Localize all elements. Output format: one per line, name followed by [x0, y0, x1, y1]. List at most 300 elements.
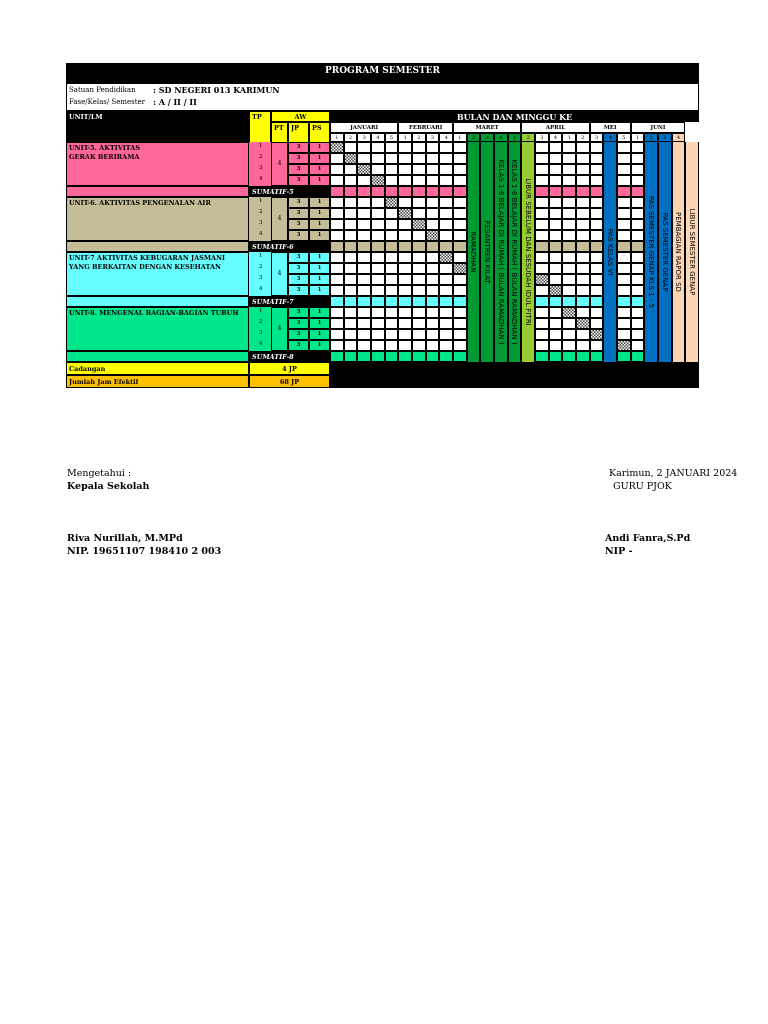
week-cell	[439, 219, 453, 230]
week-cell	[357, 285, 371, 296]
sumatif-week-cell	[576, 351, 590, 362]
special-column-label-holder	[508, 142, 522, 362]
week-number: 2	[348, 135, 353, 141]
tp-cell	[249, 263, 271, 274]
ps-value: 1	[317, 155, 322, 161]
week-cell	[371, 329, 385, 340]
week-cell	[426, 340, 440, 351]
calendar-header-label: BULAN DAN MINGGU KE	[456, 112, 573, 122]
tp-cell	[249, 252, 271, 263]
week-cell	[371, 285, 385, 296]
week-cell	[385, 274, 399, 285]
sumatif-label: SUMATIF-5	[252, 188, 294, 196]
sumatif-week-cell	[549, 241, 563, 252]
sumatif-6-row	[249, 241, 330, 252]
month-juni	[631, 122, 686, 133]
jp-cell	[288, 142, 309, 153]
identity-box	[66, 83, 699, 111]
active-week-cell	[344, 153, 358, 164]
page-title: PROGRAM SEMESTER	[324, 66, 441, 76]
pt-cell	[271, 307, 288, 351]
week-cell	[617, 208, 631, 219]
sumatif-week-cell	[453, 241, 467, 252]
ps-value: 1	[317, 331, 322, 337]
week-number-cell	[521, 133, 535, 142]
jp-header-label: JP	[291, 124, 299, 132]
unit-5-name	[66, 142, 249, 186]
week-cell	[617, 263, 631, 274]
sumatif-week-cell	[439, 186, 453, 197]
sumatif-week-cell	[371, 351, 385, 362]
week-cell	[535, 153, 549, 164]
week-cell	[412, 208, 426, 219]
week-number: 4	[676, 135, 681, 141]
week-cell	[549, 175, 563, 186]
week-cell	[412, 318, 426, 329]
sumatif-week-cell	[330, 186, 344, 197]
week-cell	[344, 142, 358, 153]
week-cell	[631, 285, 645, 296]
week-cell	[535, 197, 549, 208]
place-date: Karimun, 2 JANUARI 2024	[609, 468, 738, 479]
week-cell	[576, 208, 590, 219]
jp-cell	[288, 285, 309, 296]
special-column-label-holder	[494, 142, 508, 362]
week-cell	[562, 329, 576, 340]
footer-black-cell	[330, 375, 699, 388]
footer-value-cell	[249, 375, 330, 388]
week-cell	[412, 164, 426, 175]
week-cell	[439, 153, 453, 164]
sumatif-week-cell	[453, 296, 467, 307]
week-cell	[357, 219, 371, 230]
week-cell	[344, 329, 358, 340]
week-cell	[439, 285, 453, 296]
tp-cell	[249, 318, 271, 329]
week-cell	[357, 340, 371, 351]
week-cell	[535, 175, 549, 186]
week-cell	[631, 208, 645, 219]
week-cell	[385, 285, 399, 296]
unit-name: UNIT-6. AKTIVITAS PENGENALAN AIR	[69, 199, 211, 207]
week-number-cell	[617, 133, 631, 142]
sumatif-week-cell	[426, 351, 440, 362]
sumatif-week-cell	[453, 351, 467, 362]
week-cell	[590, 340, 604, 351]
satuan-label: Satuan Pendidikan	[69, 86, 136, 94]
guru-role: GURU PJOK	[613, 481, 672, 492]
week-cell	[562, 340, 576, 351]
week-cell	[590, 208, 604, 219]
unit-6-name	[66, 197, 249, 241]
week-cell	[330, 230, 344, 241]
week-cell	[426, 153, 440, 164]
week-cell	[576, 252, 590, 263]
week-number-cell	[385, 133, 399, 142]
week-cell	[562, 285, 576, 296]
week-number-cell	[508, 133, 522, 142]
program-semester-table	[66, 63, 699, 404]
footer-label-cell	[66, 375, 249, 388]
week-cell	[439, 263, 453, 274]
special-column-label-holder	[521, 142, 535, 362]
week-number-cell	[576, 133, 590, 142]
week-cell	[398, 274, 412, 285]
active-week-cell	[398, 208, 412, 219]
week-cell	[631, 274, 645, 285]
tp-value: 1	[259, 308, 263, 314]
guru-nip: NIP -	[605, 546, 633, 557]
jp-cell	[288, 208, 309, 219]
jp-value: 3	[296, 265, 301, 271]
sumatif-week-cell	[371, 296, 385, 307]
week-cell	[398, 153, 412, 164]
week-number-cell	[344, 133, 358, 142]
week-cell	[344, 318, 358, 329]
sumatif-week-cell	[330, 351, 344, 362]
footer-value: 68 JP	[279, 378, 300, 386]
week-cell	[330, 175, 344, 186]
unit-spacer	[66, 186, 249, 197]
sumatif-week-cell	[535, 241, 549, 252]
jp-value: 3	[296, 210, 301, 216]
active-week-cell	[439, 252, 453, 263]
sumatif-week-cell	[562, 241, 576, 252]
ps-cell	[309, 318, 330, 329]
sumatif-week-cell	[590, 296, 604, 307]
week-cell	[590, 318, 604, 329]
week-cell	[590, 164, 604, 175]
week-cell	[549, 274, 563, 285]
week-number-cell	[371, 133, 385, 142]
month-label: MEI	[603, 125, 617, 131]
week-cell	[631, 175, 645, 186]
week-cell	[357, 274, 371, 285]
unit-header	[66, 111, 249, 146]
week-cell	[426, 285, 440, 296]
week-cell	[439, 175, 453, 186]
pt-value: 4	[277, 325, 282, 332]
sumatif-week-cell	[385, 186, 399, 197]
special-column-label-holder	[603, 142, 617, 362]
active-week-cell	[330, 142, 344, 153]
ps-value: 1	[317, 232, 322, 238]
week-cell	[576, 329, 590, 340]
tp-value: 4	[259, 176, 263, 182]
footer-black-cell	[330, 362, 699, 375]
week-cell	[439, 318, 453, 329]
jp-value: 3	[296, 331, 301, 337]
unit-header-label: UNIT/LM	[69, 113, 103, 121]
week-cell	[576, 230, 590, 241]
week-number-cell	[590, 133, 604, 142]
week-cell	[453, 153, 467, 164]
satuan-value: : SD NEGERI 013 KARIMUN	[153, 85, 280, 95]
footer-value-cell	[249, 362, 330, 375]
week-cell	[453, 274, 467, 285]
special-column-label-holder	[658, 142, 672, 362]
week-number-cell	[535, 133, 549, 142]
week-cell	[412, 230, 426, 241]
tp-cell	[249, 142, 271, 153]
week-cell	[549, 307, 563, 318]
special-column-label: PESANTREN KILAT	[483, 220, 492, 284]
sumatif-week-cell	[330, 296, 344, 307]
week-cell	[453, 340, 467, 351]
week-cell	[576, 164, 590, 175]
week-cell	[535, 263, 549, 274]
week-number: 4	[553, 135, 558, 141]
ps-value: 1	[317, 320, 322, 326]
ps-cell	[309, 340, 330, 351]
mengetahui-label: Mengetahui :	[67, 468, 132, 479]
sumatif-week-cell	[344, 351, 358, 362]
week-cell	[576, 307, 590, 318]
title-bar	[66, 63, 699, 83]
week-cell	[371, 340, 385, 351]
week-cell	[631, 307, 645, 318]
ps-value: 1	[317, 144, 322, 150]
week-cell	[426, 318, 440, 329]
week-number-cell	[644, 133, 658, 142]
week-cell	[398, 318, 412, 329]
week-cell	[631, 230, 645, 241]
active-week-cell	[426, 230, 440, 241]
sumatif-week-cell	[617, 351, 631, 362]
week-cell	[535, 318, 549, 329]
ps-cell	[309, 219, 330, 230]
week-cell	[371, 208, 385, 219]
tp-value: 3	[259, 330, 263, 336]
week-cell	[576, 197, 590, 208]
sumatif-week-cell	[549, 351, 563, 362]
sumatif-7-row	[249, 296, 330, 307]
ps-cell	[309, 208, 330, 219]
jp-value: 3	[296, 342, 301, 348]
week-cell	[385, 329, 399, 340]
sumatif-week-cell	[439, 241, 453, 252]
kepala-sekolah-nip: NIP. 19651107 198410 2 003	[67, 546, 222, 557]
sumatif-week-cell	[357, 186, 371, 197]
pt-value: 4	[277, 270, 282, 277]
week-cell	[535, 252, 549, 263]
special-column-label: PAS KELAS VI	[606, 228, 615, 276]
week-number: 4	[499, 135, 503, 141]
unit-name: UNIT-5. AKTIVITAS GERAK BERIRAMA	[69, 144, 141, 161]
week-cell	[344, 197, 358, 208]
aw-header-label: AW	[294, 113, 307, 121]
footer-label: Jumlah Jam Efektif	[69, 378, 139, 386]
week-cell	[439, 208, 453, 219]
sumatif-week-cell	[385, 241, 399, 252]
week-number: 3	[540, 135, 544, 141]
week-cell	[344, 208, 358, 219]
week-cell	[631, 142, 645, 153]
week-cell	[549, 142, 563, 153]
week-cell	[535, 164, 549, 175]
week-number-cell	[562, 133, 576, 142]
sumatif-week-cell	[412, 241, 426, 252]
week-cell	[330, 219, 344, 230]
week-cell	[590, 219, 604, 230]
week-cell	[549, 153, 563, 164]
fase-value: : A / II / II	[153, 97, 197, 107]
week-cell	[398, 197, 412, 208]
tp-cell	[249, 307, 271, 318]
ps-cell	[309, 153, 330, 164]
active-week-cell	[590, 329, 604, 340]
kepala-sekolah-name: Riva Nurillah, M.MPd	[67, 533, 183, 544]
week-number-cell	[658, 133, 672, 142]
week-cell	[549, 263, 563, 274]
jp-value: 3	[296, 232, 301, 238]
active-week-cell	[535, 274, 549, 285]
week-cell	[562, 274, 576, 285]
week-cell	[439, 329, 453, 340]
week-number: 2	[471, 135, 476, 141]
week-cell	[535, 142, 549, 153]
week-number: 1	[335, 135, 339, 141]
week-cell	[617, 274, 631, 285]
week-cell	[412, 307, 426, 318]
special-column-label-holder	[672, 142, 686, 362]
week-cell	[371, 197, 385, 208]
tp-cell	[249, 340, 271, 351]
sumatif-label: SUMATIF-8	[252, 353, 294, 361]
tp-cell	[249, 164, 271, 175]
week-cell	[549, 197, 563, 208]
sumatif-week-cell	[617, 186, 631, 197]
tp-header	[249, 111, 271, 146]
week-cell	[439, 197, 453, 208]
tp-value: 4	[259, 341, 263, 347]
week-cell	[344, 340, 358, 351]
jp-cell	[288, 329, 309, 340]
sumatif-week-cell	[562, 351, 576, 362]
week-cell	[453, 252, 467, 263]
week-cell	[576, 153, 590, 164]
week-number: 2	[417, 135, 421, 141]
tp-value: 2	[259, 319, 263, 325]
month-label: FEBRUARI	[408, 125, 443, 131]
week-number: 3	[663, 135, 667, 141]
week-cell	[439, 142, 453, 153]
week-cell	[344, 164, 358, 175]
week-cell	[357, 252, 371, 263]
week-number: 3	[594, 135, 599, 141]
week-cell	[330, 197, 344, 208]
ps-value: 1	[317, 177, 322, 183]
tp-cell	[249, 197, 271, 208]
week-cell	[576, 263, 590, 274]
week-cell	[426, 263, 440, 274]
week-cell	[344, 263, 358, 274]
sumatif-week-cell	[426, 296, 440, 307]
tp-cell	[249, 175, 271, 186]
active-week-cell	[562, 307, 576, 318]
sumatif-week-cell	[398, 351, 412, 362]
week-cell	[426, 219, 440, 230]
week-cell	[412, 285, 426, 296]
tp-cell	[249, 274, 271, 285]
unit-8-name	[66, 307, 249, 351]
pt-cell	[271, 197, 288, 241]
week-cell	[357, 263, 371, 274]
week-cell	[453, 142, 467, 153]
week-cell	[617, 252, 631, 263]
week-cell	[357, 153, 371, 164]
sumatif-week-cell	[576, 241, 590, 252]
ps-cell	[309, 285, 330, 296]
week-cell	[631, 329, 645, 340]
week-cell	[439, 274, 453, 285]
week-cell	[535, 230, 549, 241]
week-cell	[385, 340, 399, 351]
sumatif-week-cell	[426, 186, 440, 197]
week-cell	[357, 208, 371, 219]
week-cell	[385, 153, 399, 164]
week-cell	[631, 153, 645, 164]
week-number-cell	[398, 133, 412, 142]
week-cell	[576, 274, 590, 285]
tp-value: 3	[259, 165, 263, 171]
week-cell	[562, 197, 576, 208]
tp-value: 2	[259, 264, 263, 270]
week-cell	[562, 318, 576, 329]
sumatif-week-cell	[453, 186, 467, 197]
jp-cell	[288, 230, 309, 241]
week-number: 4	[444, 135, 448, 141]
ps-value: 1	[317, 287, 322, 293]
week-number-cell	[439, 133, 453, 142]
week-cell	[371, 153, 385, 164]
week-cell	[590, 175, 604, 186]
special-column-label-holder	[480, 142, 494, 362]
sumatif-week-cell	[412, 186, 426, 197]
tp-value: 3	[259, 220, 263, 226]
sumatif-week-cell	[576, 296, 590, 307]
ps-value: 1	[317, 199, 322, 205]
week-cell	[439, 340, 453, 351]
week-cell	[453, 318, 467, 329]
jp-cell	[288, 307, 309, 318]
week-cell	[330, 153, 344, 164]
week-cell	[590, 307, 604, 318]
week-cell	[590, 230, 604, 241]
week-cell	[549, 230, 563, 241]
sumatif-week-cell	[357, 351, 371, 362]
week-cell	[617, 153, 631, 164]
week-cell	[398, 263, 412, 274]
jp-cell	[288, 164, 309, 175]
sumatif-week-cell	[371, 241, 385, 252]
week-number: 1	[567, 135, 571, 141]
pt-value: 4	[277, 160, 282, 167]
week-cell	[330, 274, 344, 285]
week-cell	[426, 307, 440, 318]
week-cell	[426, 164, 440, 175]
tp-value: 1	[259, 143, 263, 149]
week-cell	[453, 219, 467, 230]
ps-value: 1	[317, 276, 322, 282]
sumatif-week-cell	[330, 241, 344, 252]
week-cell	[344, 307, 358, 318]
jp-value: 3	[296, 254, 301, 260]
special-column-label-holder	[644, 142, 658, 362]
week-cell	[562, 252, 576, 263]
week-cell	[385, 175, 399, 186]
month-april	[521, 122, 589, 133]
